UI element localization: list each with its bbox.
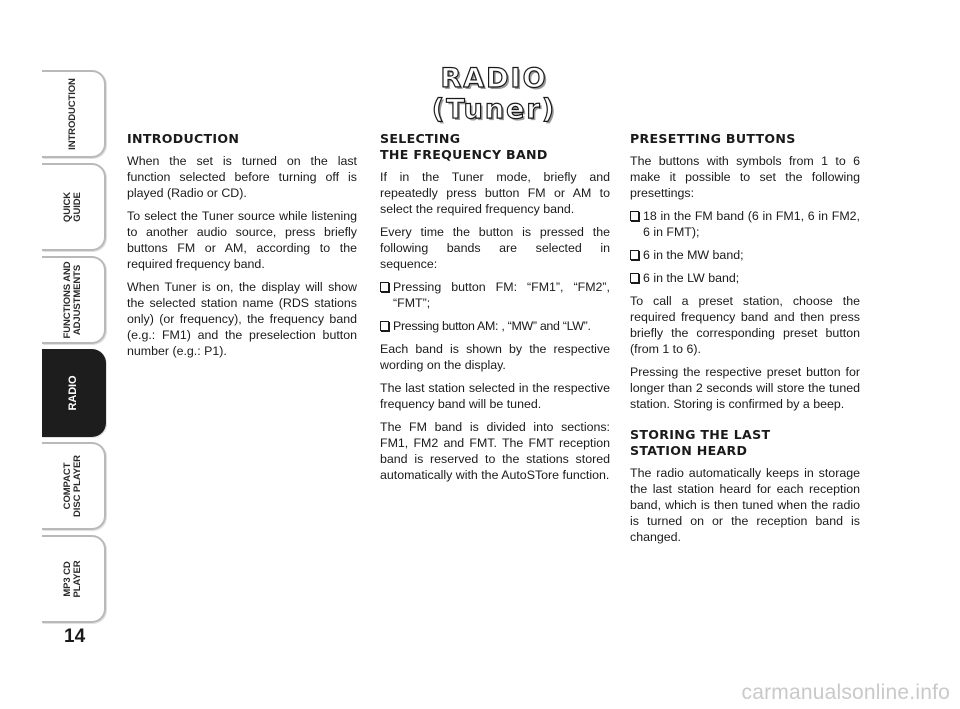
paragraph: Pressing the respective preset button for longer than 2 seconds will store the tuned station. Storing is confirmed by a beep. [630, 365, 860, 411]
checkbox-bullet-icon [630, 250, 639, 260]
heading-introduction: INTRODUCTION [127, 131, 240, 146]
tab-introduction[interactable] [42, 70, 106, 158]
list-item-text: 18 in the FM band (6 in FM1, 6 in FM2, 6 in FMT); [643, 209, 860, 239]
tab-radio-label: RADIO [67, 375, 79, 411]
heading-selecting-frequency-band: SELECTING THE FREQUENCY BAND [380, 131, 548, 162]
paragraph: The FM band is divided into sections: FM1, FM2 and FMT. The FMT reception band is reserved to the stations stored automatically with the AutoSTore function. [380, 420, 610, 482]
paragraph: To select the Tuner source while listening to another audio source, press briefly buttons FM or AM, according to the required frequency band. [127, 209, 357, 271]
paragraph: The radio automatically keeps in storage the last station heard for each reception band, which is then tuned when the radio is turned on or the reception band is changed. [630, 466, 860, 544]
paragraph: The buttons with symbols from 1 to 6 make it possible to set the following presettings: [630, 154, 860, 200]
tab-quick-guide[interactable] [42, 163, 106, 251]
tab-functions-label: FUNCTIONS AND ADJUSTMENTS [62, 261, 83, 339]
tab-functions-and-adjustments[interactable] [42, 256, 106, 344]
list-item [630, 247, 860, 263]
list-item-text: 6 in the LW band; [643, 271, 740, 285]
paragraph: If in the Tuner mode, briefly and repeatedly press button FM or AM to select the required frequency band. [380, 170, 610, 216]
heading-presetting-buttons: PRESETTING BUTTONS [630, 131, 796, 146]
paragraph: When Tuner is on, the display will show the selected station name (RDS stations only) (or frequency), the frequency band (e.g.: FM1) and the preselection button number (e.g.: P1). [127, 280, 357, 358]
list-item [630, 270, 860, 286]
page-title: RADIO (Tuner) [431, 63, 557, 125]
tab-radio[interactable] [42, 349, 106, 437]
list-item [380, 279, 610, 311]
checkbox-bullet-icon [630, 273, 639, 283]
tab-mp3-cd-player[interactable] [42, 535, 106, 623]
paragraph: To call a preset station, choose the required frequency band and then press briefly the corresponding preset button (from 1 to 6). [630, 294, 860, 356]
list-item [630, 208, 860, 240]
paragraph: Each band is shown by the respective wording on the display. [380, 342, 610, 372]
tab-introduction-label: INTRODUCTION [67, 78, 78, 150]
paragraph: When the set is turned on the last function selected before turning off is played (Radio or CD). [127, 154, 357, 200]
column-presetting [630, 131, 860, 552]
tab-quick-guide-label: QUICK GUIDE [62, 191, 83, 223]
list-item-text: Pressing button AM: , “MW” and “LW”. [393, 319, 591, 333]
list-item-text: 6 in the MW band; [643, 248, 744, 262]
paragraph: Every time the button is pressed the following bands are selected in sequence: [380, 225, 610, 271]
page-number: 14 [64, 626, 86, 647]
checkbox-bullet-icon [380, 321, 389, 331]
list-item [380, 318, 610, 334]
tab-compact-disc-player[interactable] [42, 442, 106, 530]
heading-storing-last-station: STORING THE LAST STATION HEARD [630, 427, 771, 458]
tab-cd-player-label: COMPACT DISC PLAYER [62, 455, 83, 517]
list-item-text: Pressing button FM: “FM1”, “FM2”, “FMT”; [393, 280, 610, 310]
tab-mp3-label: MP3 CD PLAYER [62, 560, 83, 598]
checkbox-bullet-icon [630, 211, 639, 221]
paragraph: The last station selected in the respective frequency band will be tuned. [380, 381, 610, 411]
column-frequency-band [380, 131, 610, 490]
section-tabs [42, 70, 106, 628]
watermark: carmanualsonline.info [741, 681, 950, 704]
column-introduction [127, 131, 357, 366]
checkbox-bullet-icon [380, 282, 389, 292]
